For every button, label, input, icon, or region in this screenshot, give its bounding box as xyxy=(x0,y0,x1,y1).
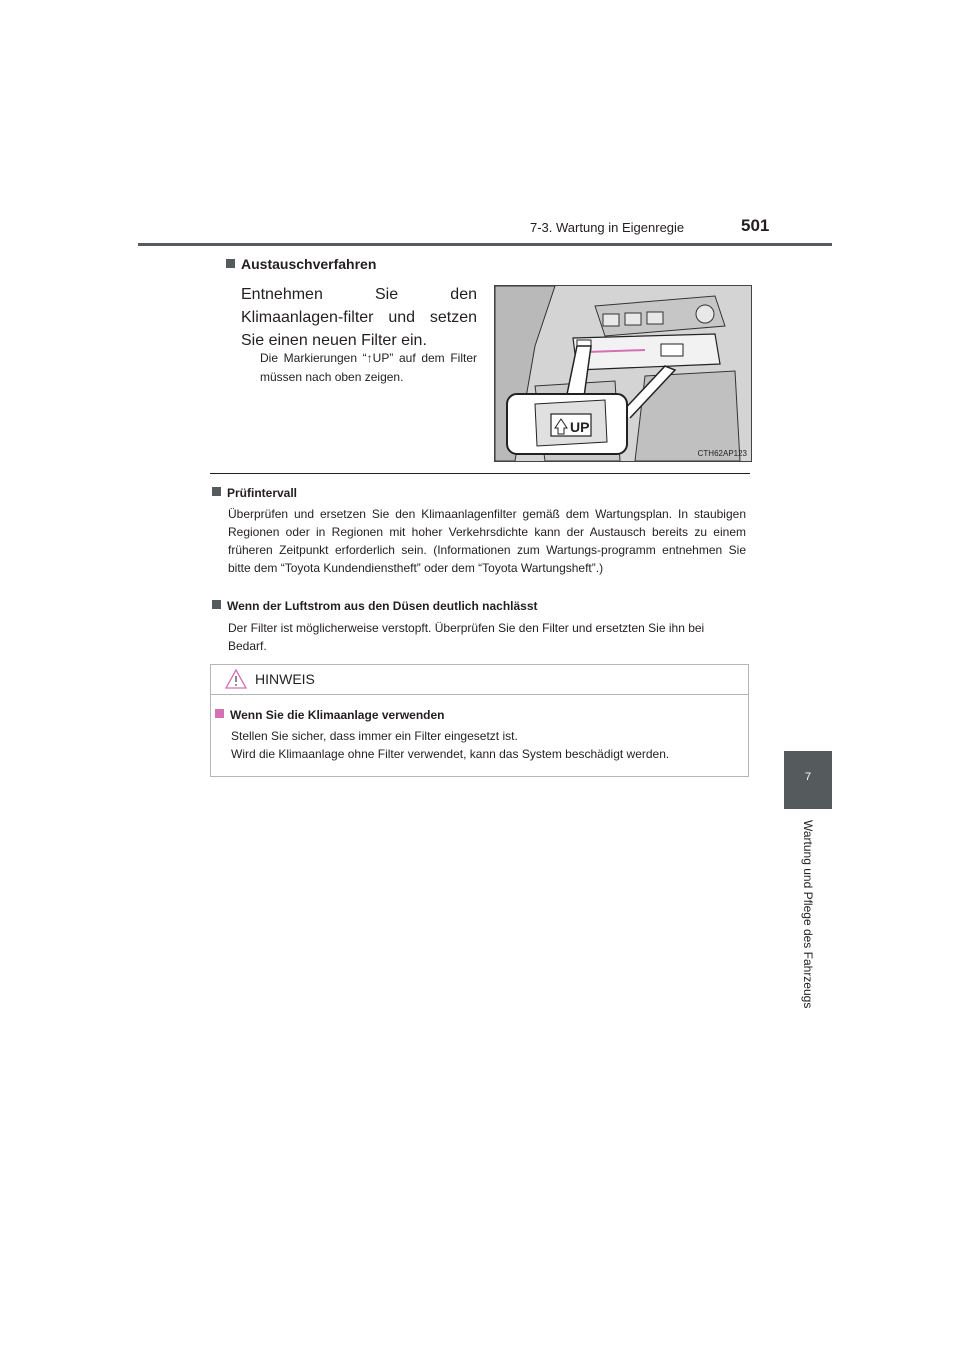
notice-subheading-text: Wenn Sie die Klimaanlage verwenden xyxy=(230,708,445,722)
procedure-step: Entnehmen Sie den Klimaanlagen-filter und setzen Sie einen neuen Filter ein. xyxy=(241,286,477,349)
section-divider xyxy=(210,473,750,474)
chapter-title: Wartung und Pflege des Fahrzeugs xyxy=(801,820,815,1009)
figure-code: CTH62AP123 xyxy=(697,449,747,458)
page-number: 501 xyxy=(741,216,770,235)
square-bullet-icon xyxy=(215,709,224,718)
square-bullet-icon xyxy=(226,259,235,268)
info-body-airflow: Der Filter ist möglicherweise verstopft. Überprüfen Sie den Filter und ersetzten Sie ihn bei Bedarf. xyxy=(228,621,705,653)
section-title: 7-3. Wartung in Eigenregie xyxy=(530,220,685,235)
info-heading-text: Wenn der Luftstrom aus den Düsen deutlich nachlässt xyxy=(227,599,538,613)
filter-drawing xyxy=(495,286,751,461)
notice-line: Stellen Sie sicher, dass immer ein Filter eingesetzt ist. xyxy=(231,729,518,743)
info-heading-interval xyxy=(212,485,297,501)
chapter-number: 7 xyxy=(804,771,812,783)
notice-header xyxy=(211,665,748,695)
filter-illustration xyxy=(494,285,752,462)
info-body-interval: Überprüfen und ersetzen Sie den Klimaanlagenfilter gemäß dem Wartungsplan. In staubigen Regionen oder in Regionen mit hoher Verkehrsdichte kann der Austausch bereits zu einem früheren Zeitpunkt erforderlich sein. (Informationen zum Wartungs-programm entnehmen Sie bitte dem “Toyota Kundendienstheft” oder dem “Toyota Wartungsheft”.) xyxy=(228,507,746,575)
square-bullet-icon xyxy=(212,600,221,609)
info-heading-airflow xyxy=(212,598,538,614)
info-heading-text: Prüfintervall xyxy=(227,486,298,500)
figure-label: UP xyxy=(570,419,590,435)
notice-line: Wird die Klimaanlage ohne Filter verwendet, kann das System beschädigt werden. xyxy=(231,747,670,761)
header-rule xyxy=(138,243,832,246)
procedure-note: Die Markierungen “↑UP” auf dem Filter müssen nach oben zeigen. xyxy=(260,351,477,384)
square-bullet-icon xyxy=(212,487,221,496)
notice-box xyxy=(210,664,749,777)
warning-triangle-icon xyxy=(225,669,247,689)
procedure-heading-text: Austauschverfahren xyxy=(241,256,377,272)
notice-subheading xyxy=(215,708,445,722)
notice-body xyxy=(231,727,743,763)
chapter-tab xyxy=(784,751,832,809)
notice-title: HINWEIS xyxy=(255,671,315,687)
procedure-heading xyxy=(226,256,376,272)
